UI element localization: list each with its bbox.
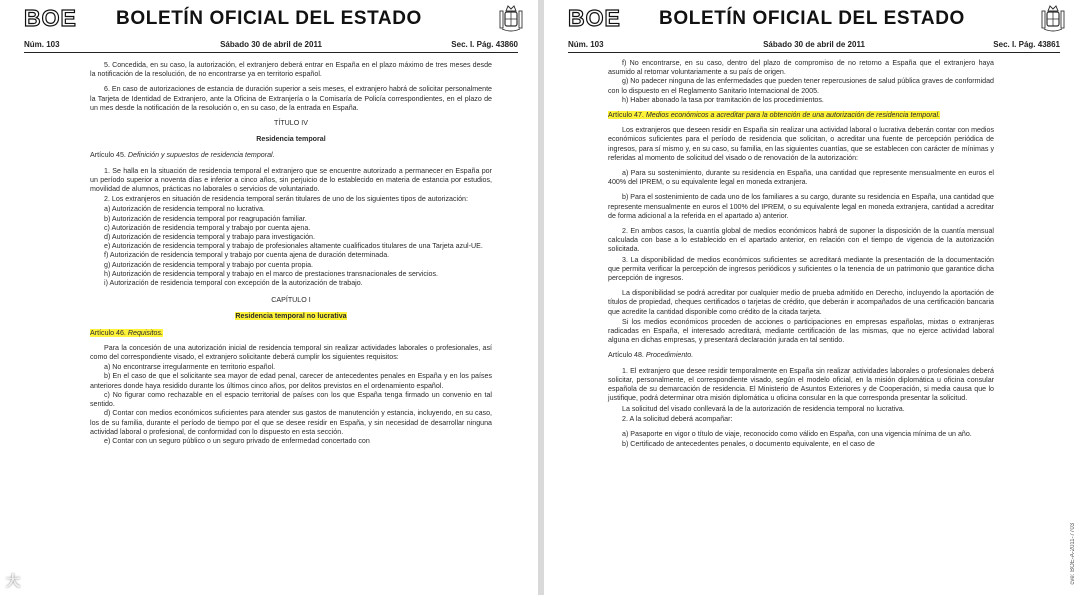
boe-logo: BOE [24, 5, 77, 31]
article-heading [90, 151, 492, 160]
list-item: i) Autorización de residencia temporal con excepción de la autorización de trabajo. [104, 279, 363, 288]
list-item: g) No padecer ninguna de las enfermedades que pueden tener repercusiones de salud pública graves de conformidad con lo dispuesto en el Reglamento Sanitario Internacional de 2005. [608, 77, 994, 95]
document-page-right [544, 0, 1080, 595]
document-body [90, 61, 492, 446]
list-item: e) Autorización de residencia temporal y trabajo de profesionales altamente cualificados titulares de una Tarjeta azul-UE. [104, 242, 483, 251]
title-heading: TÍTULO IV [274, 119, 308, 128]
document-body [608, 59, 994, 449]
article-heading [608, 111, 994, 120]
paragraph: La disponibilidad se podrá acreditar por cualquier medio de prueba admitido en Derecho, incluyendo la aportación de títulos de propiedad, cheques certificados o tarjetas de crédito, que deberán ir acompañados de una certificación bancaria que acredite la cantidad disponible como crédito de la citada tarjeta. [608, 289, 994, 316]
list-item: f) No encontrarse, en su caso, dentro del plazo de compromiso de no retorno a España que el extranjero haya asumido al retornar voluntariamente a su país de origen. [608, 59, 994, 77]
list-item: h) Autorización de residencia temporal y trabajo en el marco de prestaciones transnacionales de servicios. [104, 269, 438, 278]
chapter-heading: CAPÍTULO I [271, 296, 311, 305]
list-item: c) Autorización de residencia temporal y trabajo por cuenta ajena. [104, 223, 311, 232]
paragraph: 1. El extranjero que desee residir temporalmente en España sin realizar actividades laborales o profesionales deberá solicitar, personalmente, el correspondiente visado, según el modelo oficial, en la misión diplomática u oficina consular española de su demarcación de residencia. El Ministerio de Asuntos Exteriores y de Cooperación, si media causa que lo justifique, podrá determinar otra misión diplomática u oficina consular en la que corresponda presentar la solicitud. [608, 366, 994, 403]
issue-meta-bar [568, 38, 1060, 53]
list-item: f) Autorización de residencia temporal y trabajo por cuenta ajena de duración determinada. [104, 251, 390, 260]
article-title: Medios económicos a acreditar para la obtención de una autorización de residencia temporal. [645, 111, 941, 120]
paragraph: 2. En ambos casos, la cuantía global de medios económicos habrá de suponer la disposición de la cuantía mensual calculada con base a lo establecido en el apartado anterior, en relación con el tiempo de vigencia de la autorización solicitada. [608, 227, 994, 254]
page-header [0, 0, 538, 38]
paragraph: a) Pasaporte en vigor o título de viaje, reconocido como válido en España, con una vigencia mínima de un año. [622, 429, 972, 438]
page-header [544, 0, 1080, 38]
title-subheading: Residencia temporal [256, 135, 326, 144]
list-item: e) Contar con un seguro público o un seguro privado de enfermedad concertado con [104, 436, 370, 445]
article-number: Artículo 47. [608, 111, 644, 120]
issue-meta-bar [24, 38, 518, 53]
document-page-left [0, 0, 538, 595]
article-heading [90, 329, 492, 338]
list-item: b) Autorización de residencia temporal por reagrupación familiar. [104, 214, 307, 223]
paragraph: 2. A la solicitud deberá acompañar: [622, 414, 733, 423]
paragraph: Los extranjeros que deseen residir en España sin realizar una actividad laboral o lucrativa deberán contar con medios económicos suficientes para el período de residencia que solicitan, o acreditar una fuente de percepción periódica de ingresos, para sí mismo y, en su caso, su familia, en las siguientes cuantías, que se establecen con carácter de mínimas y referidas al momento de solicitud del visado o de renovación de la autorización: [608, 126, 994, 162]
article-title: Procedimiento. [645, 351, 694, 360]
list-item: h) Haber abonado la tasa por tramitación de los procedimientos. [622, 95, 824, 104]
paragraph: b) Para el sostenimiento de cada uno de los familiares a su cargo, durante su residencia en España, una cantidad que represente mensualmente en euros el 100% del IPREM, o su equivalente legal en moneda extranjera, cantidad a acreditar de forma adicional a la referida en el apartado a) anterior. [608, 193, 994, 220]
coat-of-arms-icon [498, 3, 524, 33]
issue-date: Sábado 30 de abril de 2011 [763, 40, 865, 49]
cve-code: cve: BOE-A-2011-7703 [1070, 523, 1076, 585]
coat-of-arms-icon [1040, 3, 1066, 33]
article-title: Requisitos. [127, 328, 163, 337]
issue-date: Sábado 30 de abril de 2011 [220, 40, 322, 49]
section-page: Sec. I. Pág. 43860 [451, 40, 518, 49]
list-item: g) Autorización de residencia temporal y trabajo por cuenta propia. [104, 260, 313, 269]
list-item: a) Autorización de residencia temporal no lucrativa. [104, 205, 265, 214]
section-page: Sec. I. Pág. 43861 [993, 40, 1060, 49]
paragraph: La solicitud del visado conllevará la de la autorización de residencia temporal no lucrativa. [622, 404, 905, 413]
watermark: 大 [6, 573, 20, 589]
list-item: c) No figurar como rechazable en el espacio territorial de países con los que España tenga firmado un convenio en tal sentido. [90, 390, 492, 409]
list-item: a) No encontrarse irregularmente en territorio español. [104, 363, 276, 372]
article-number: Artículo 46. [90, 328, 126, 337]
article-number: Artículo 45. [90, 151, 126, 160]
issue-number: Núm. 103 [24, 40, 60, 49]
highlighted-text [608, 111, 940, 119]
paragraph: 5. Concedida, en su caso, la autorización, el extranjero deberá entrar en España en el plazo máximo de tres meses desde la notificación de la resolución, de no encontrarse ya en territorio español. [90, 61, 492, 79]
highlighted-text: Residencia temporal no lucrativa [235, 312, 347, 321]
list-item: d) Autorización de residencia temporal y trabajo para investigación. [104, 233, 315, 242]
article-heading [608, 351, 994, 360]
article-number: Artículo 48. [608, 351, 644, 360]
article-title: Definición y supuestos de residencia temporal. [127, 151, 275, 160]
paragraph: 3. La disponibilidad de medios económicos suficientes se acreditará mediante la presentación de la documentación que permita verificar la percepción de ingresos periódicos y suficientes o la tenencia de un patrimonio que garantice dicha percepción de ingresos. [608, 255, 994, 283]
paragraph: 6. En caso de autorizaciones de estancia de duración superior a seis meses, el extranjero habrá de solicitar personalmente la Tarjeta de Identidad de Extranjero, ante la Oficina de Extranjería o la Comisaría de Policía correspondientes, en el plazo de un mes desde la notificación de la resolución o, en su caso, de la entrada en España. [90, 85, 492, 112]
highlighted-text [90, 329, 163, 337]
paragraph: b) Certificado de antecedentes penales, o documento equivalente, en el caso de [622, 440, 875, 449]
boe-logo: BOE [568, 5, 621, 31]
list-item: d) Contar con medios económicos suficientes para atender sus gastos de manutención y estancia, incluyendo, en su caso, los de su familia, durante el período de tiempo por el que se desee residir en España, y sin necesidad de desarrollar ninguna actividad laboral o profesional, de conformidad con lo dispuesto en esta sección. [90, 409, 492, 436]
page-title: BOLETÍN OFICIAL DEL ESTADO [659, 8, 965, 29]
issue-number: Núm. 103 [568, 40, 604, 49]
paragraph: Si los medios económicos proceden de acciones o participaciones en empresas españolas, mixtas o extranjeras radicadas en España, el interesado acreditará, mediante certificación de las mismas, que no ejerce actividad laboral alguna en dichas empresas, y presentará declaración jurada en tal sentido. [608, 317, 994, 345]
paragraph: 1. Se halla en la situación de residencia temporal el extranjero que se encuentre autorizado a permanecer en España por un período superior a noventa días e inferior a cinco años, sin perjuicio de lo establecido en materia de estancia por estudios, movilidad de alumnos, prácticas no laborales o servicios de voluntariado. [90, 166, 492, 194]
list-item: b) En el caso de que el solicitante sea mayor de edad penal, carecer de antecedentes penales en España y en los países anteriores donde haya residido durante los últimos cinco años, por delitos previstos en el ordenamiento español. [90, 372, 492, 390]
chapter-subheading [90, 312, 492, 321]
paragraph: a) Para su sostenimiento, durante su residencia en España, una cantidad que represente mensualmente en euros el 400% del IPREM, o su equivalente legal en moneda extranjera. [608, 169, 994, 187]
page-title: BOLETÍN OFICIAL DEL ESTADO [116, 8, 422, 29]
paragraph: 2. Los extranjeros en situación de residencia temporal serán titulares de uno de los siguientes tipos de autorización: [104, 195, 468, 204]
paragraph: Para la concesión de una autorización inicial de residencia temporal sin realizar actividades laborales o profesionales, así como del correspondiente visado, el extranjero solicitante deberá cumplir los siguientes requisitos: [90, 343, 492, 362]
